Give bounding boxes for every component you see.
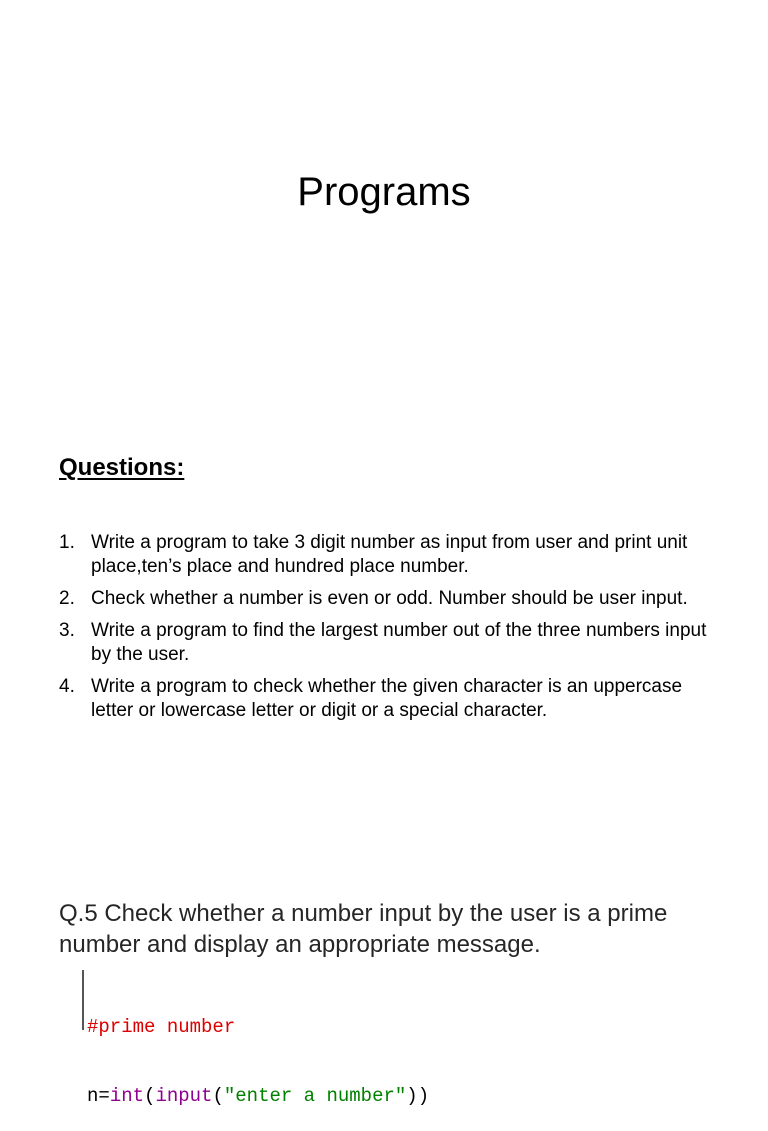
question-item <box>59 587 719 611</box>
code-line <box>87 1085 687 1108</box>
question-text: Write a program to check whether the given character is an uppercase letter or lowercase letter or digit or a special character. <box>91 676 683 721</box>
code-builtin-input: input <box>155 1085 213 1107</box>
code-paren: )) <box>406 1085 430 1107</box>
questions-heading: Questions: <box>59 454 185 481</box>
question-text: Write a program to take 3 digit number as input from user and print unit place,ten’s place and hundred place number. <box>91 532 688 577</box>
question-number: 1. <box>59 532 75 553</box>
code-variable: n= <box>87 1085 110 1107</box>
question-item <box>59 675 719 723</box>
question-number: 2. <box>59 588 75 609</box>
code-paren: ( <box>144 1085 156 1107</box>
questions-list <box>59 531 719 731</box>
code-snippet <box>82 970 687 1107</box>
question-item <box>59 619 719 667</box>
question-5-text: Q.5 Check whether a number input by the user is a prime number and display an appropriate message. <box>59 900 668 958</box>
code-string: "enter a number" <box>223 1085 407 1107</box>
code-paren: ( <box>212 1085 224 1107</box>
question-item <box>59 531 719 579</box>
question-text: Check whether a number is even or odd. Number should be user input. <box>91 588 688 609</box>
question-number: 4. <box>59 676 75 697</box>
slide-title: Programs <box>297 170 471 214</box>
code-builtin-int: int <box>109 1085 145 1107</box>
code-line <box>87 1016 687 1039</box>
code-comment: #prime number <box>87 1016 236 1038</box>
question-number: 3. <box>59 620 75 641</box>
question-text: Write a program to find the largest number out of the three numbers input by the user. <box>91 620 707 665</box>
